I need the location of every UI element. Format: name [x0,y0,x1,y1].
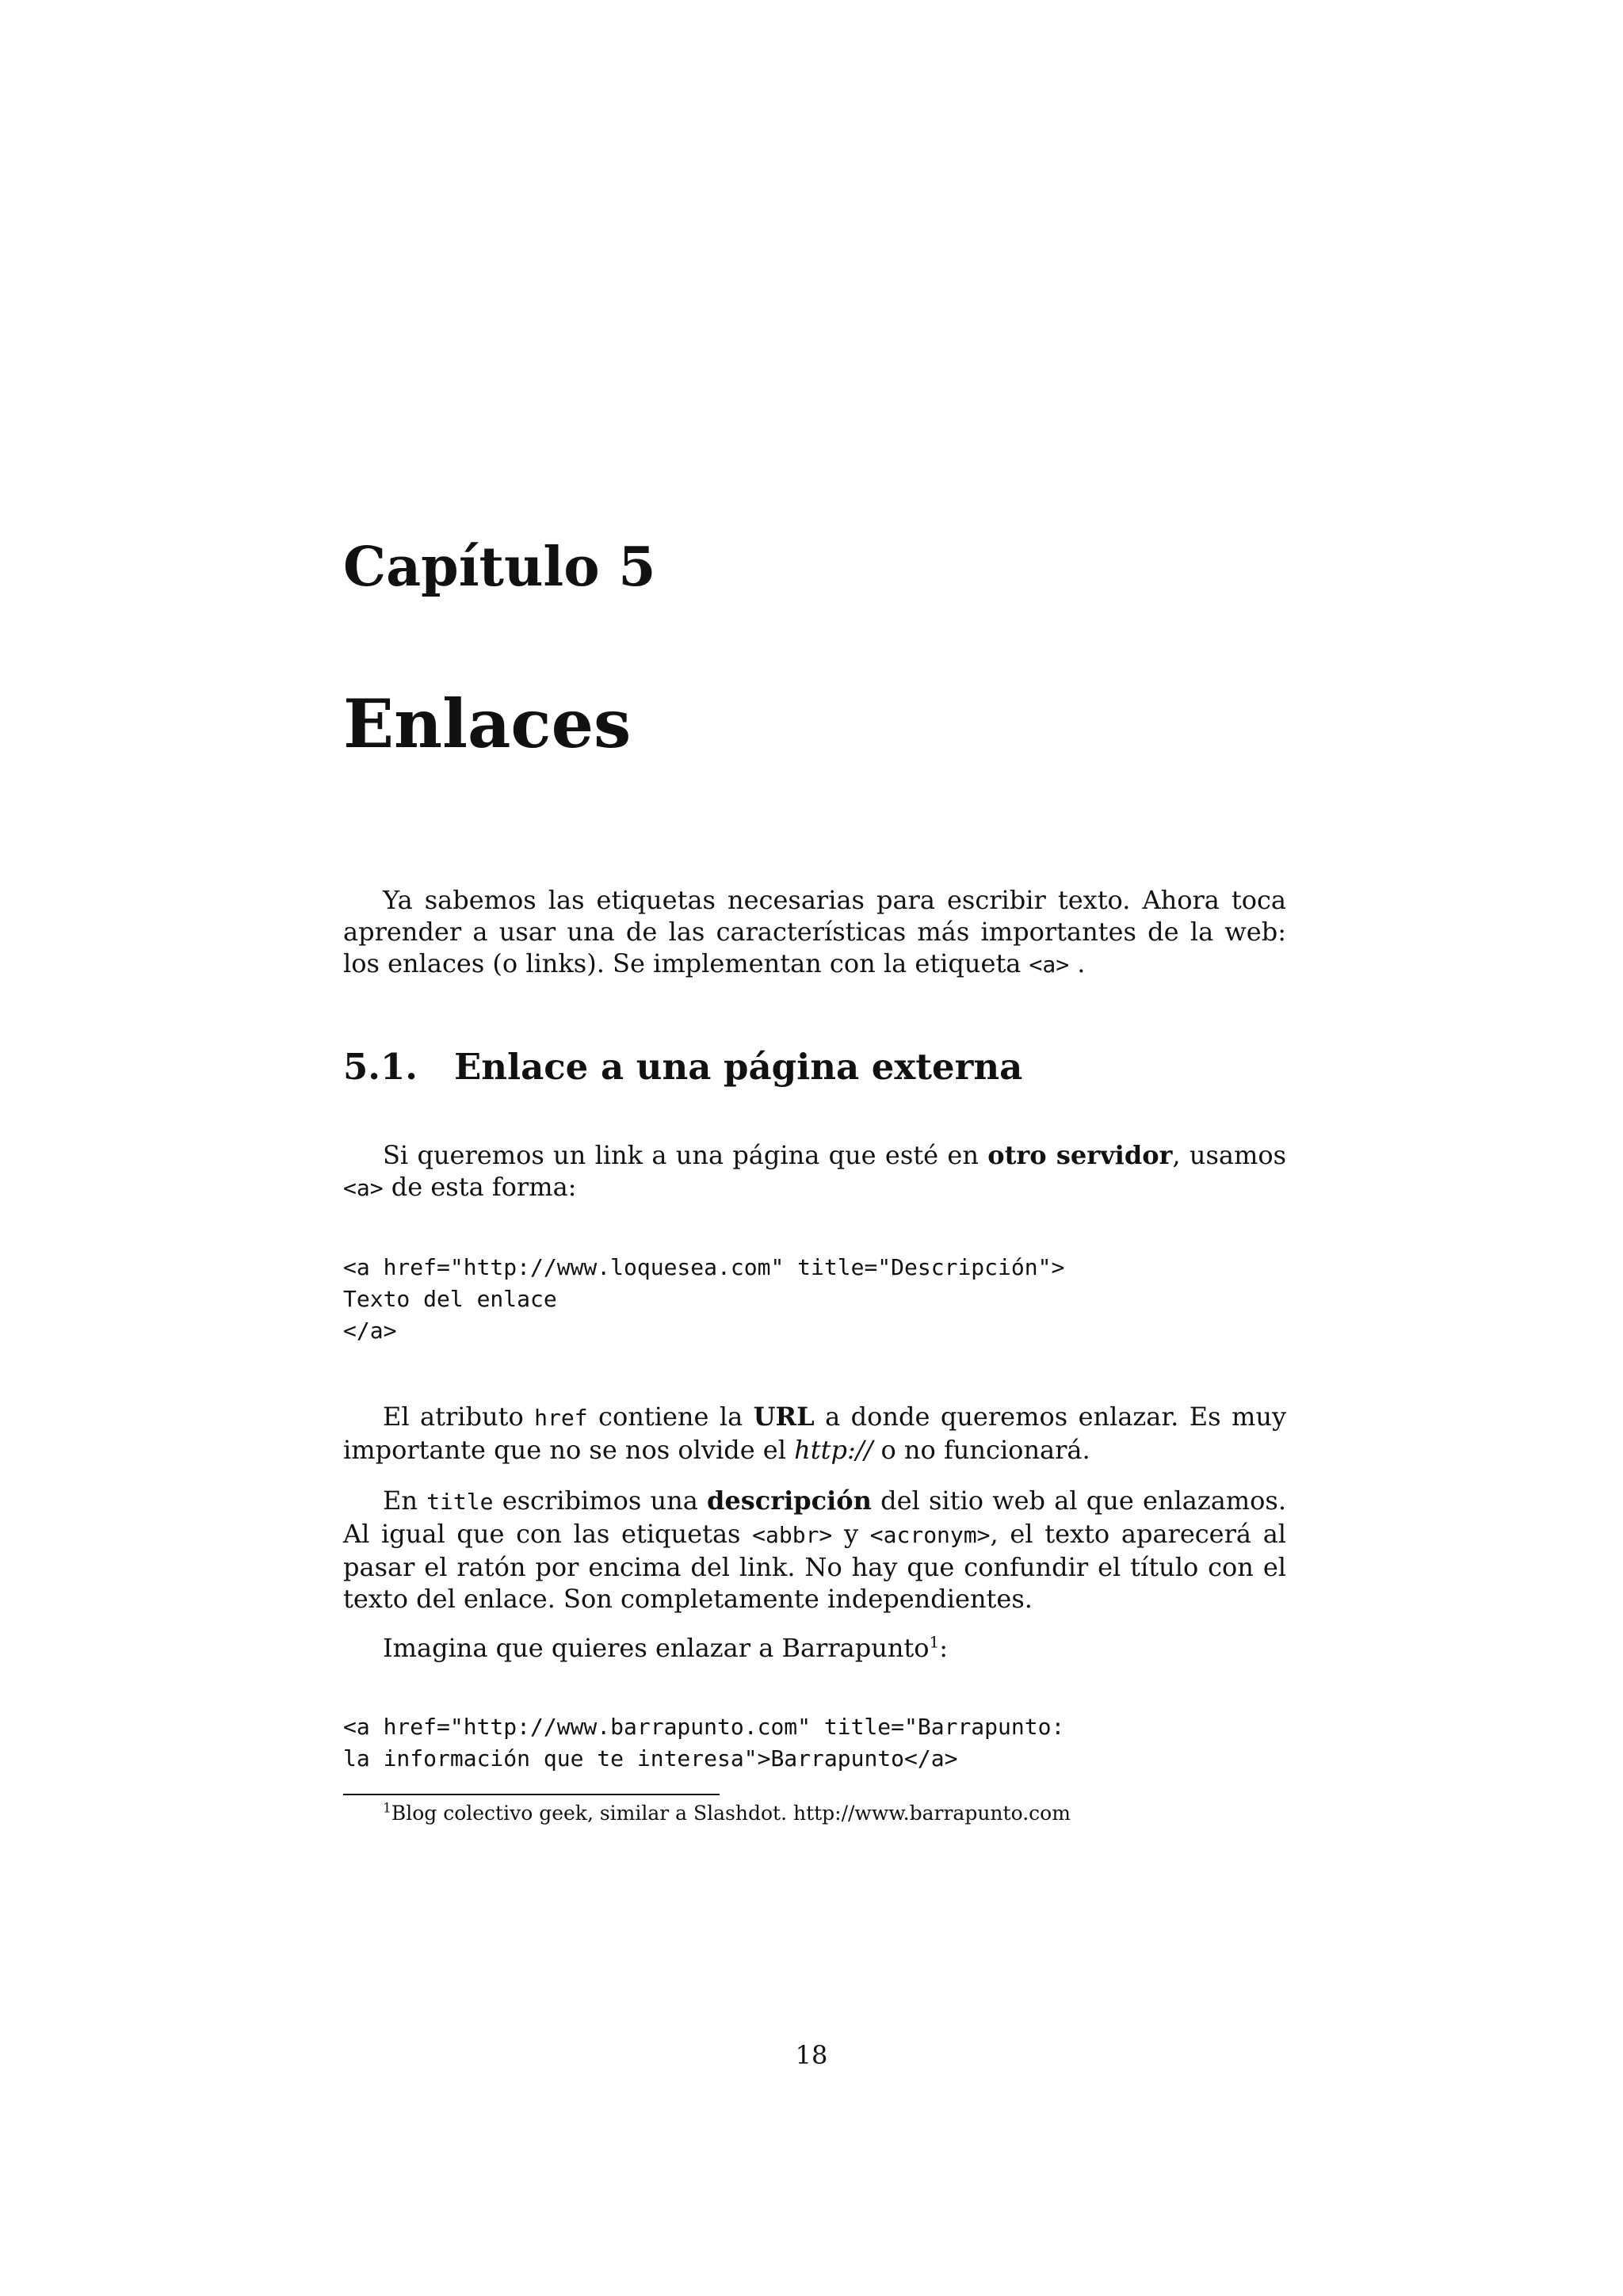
p2-attr: href [534,1405,588,1431]
p2-text-b: contiene la [587,1402,754,1432]
p3-bold: descripción [707,1486,872,1516]
paragraph-2 [343,1401,1286,1466]
code-block-2 [343,1711,1286,1775]
p1-text-a: Si queremos un link a una página que esté en [383,1140,988,1170]
code-block-1 [343,1252,1286,1347]
page-number: 18 [795,2040,828,2070]
p1-text-c: de esta forma: [383,1172,577,1202]
p4-text-a: Imagina que quieres enlazar a Barrapunto [383,1633,930,1663]
code-block-1-text: <a href="http://www.loquesea.com" title="Descripción"> Texto del enlace </a> [343,1254,1065,1344]
intro-text: Ya sabemos las etiquetas necesarias para escribir texto. Ahora toca aprender a usar una de las características más importantes de la web: los enlaces (o links). Se implementan con la etiqueta [343,885,1286,978]
intro-paragraph [343,884,1286,981]
section-heading [343,1046,1286,1088]
section-number: 5.1. [343,1046,418,1088]
footnote-text: Blog colectivo geek, similar a Slashdot. http://www.barrapunto.com [391,1802,1071,1825]
p1-tag: <a> [343,1175,384,1201]
footnote [343,1800,1326,1827]
p3-tag-abbr: <abbr> [752,1522,833,1548]
footnote-mark: 1 [383,1800,391,1817]
paragraph-1 [343,1139,1286,1204]
section-title: Enlace a una página externa [454,1046,1023,1088]
p2-text-d: o no funcionará. [873,1435,1090,1465]
p2-italic: http:// [794,1435,873,1465]
p4-text-b: : [939,1633,949,1663]
p3-tag-acronym: <acronym> [869,1522,991,1548]
footnote-rule [343,1794,720,1795]
footnote-reference: 1 [929,1632,940,1652]
p3-text-d: y [832,1519,870,1549]
p2-bold: URL [753,1402,815,1432]
p3-text-b: escribimos una [493,1486,707,1516]
p2-text-a: El atributo [383,1402,535,1432]
chapter-title: Enlaces [343,685,632,763]
chapter-label: Capítulo 5 [343,536,656,599]
p1-text-b: , usamos [1172,1140,1287,1170]
p3-text-e: , el texto aparecerá al pasar el ratón por encima del link. No hay que confundir el título con el texto del enlace. Son completamente independientes. [343,1519,1286,1614]
paragraph-3 [343,1485,1286,1615]
intro-end: . [1069,948,1086,978]
p2-text-c: a donde queremos enlazar. Es muy importante que no se nos olvide el [343,1402,1287,1465]
p1-bold: otro servidor [987,1140,1173,1170]
intro-tag: <a> [1029,952,1070,978]
code-block-2-text: <a href="http://www.barrapunto.com" title="Barrapunto: la información que te interesa">Barrapunto</a> [343,1714,1065,1772]
paragraph-4 [343,1632,1286,1664]
p3-text-c: del sitio web al que enlazamos. Al igual que con las etiquetas [343,1486,1287,1549]
p3-text-a: En [383,1486,427,1516]
p3-attr: title [426,1489,494,1515]
